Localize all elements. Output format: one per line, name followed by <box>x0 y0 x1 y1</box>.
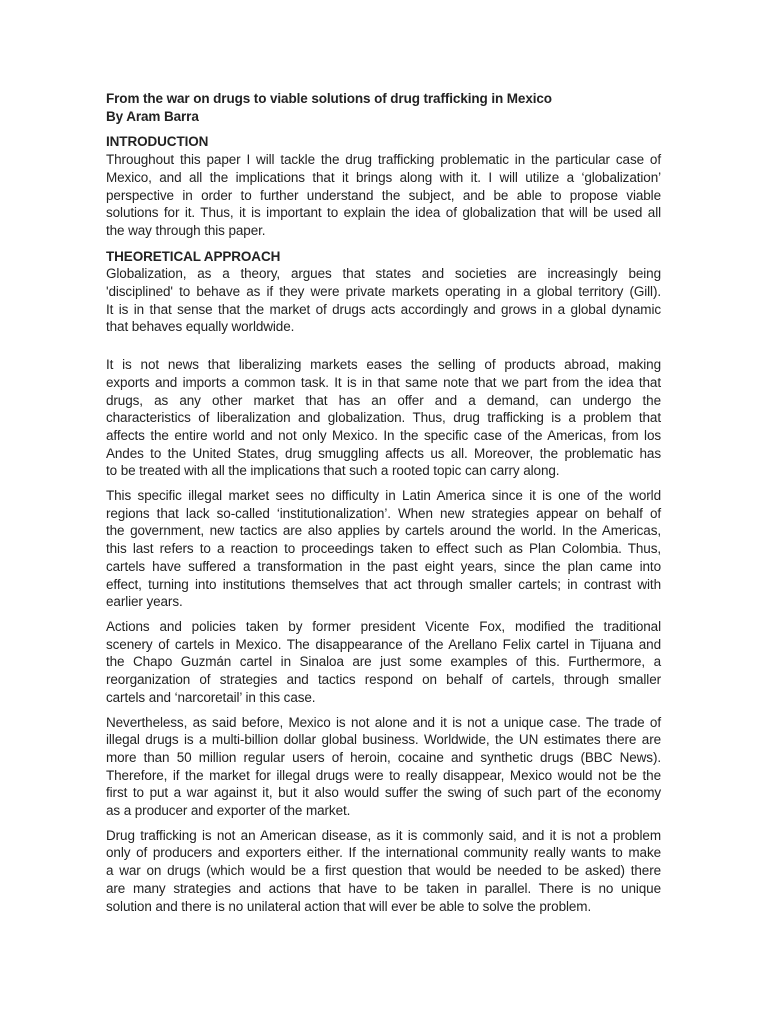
text-line: reorganization of strategies and tactics respond on behalf of cartels, through smaller <box>106 672 661 688</box>
text-line: This specific illegal market sees no difficulty in Latin America since it is one of the world <box>106 488 661 504</box>
text-line: cartels and ‘narcoretail’ in this case. <box>106 689 316 705</box>
text-line: 'disciplined' to behave as if they were private markets operating in a global territory (Gill). <box>106 284 661 300</box>
text-line: exports and imports a common task. It is in that same note that we part from the idea that <box>106 374 661 390</box>
text-line: affects the entire world and not only Mexico. In the specific case of the Americas, from los <box>106 427 661 443</box>
text-line: illegal drugs is a multi-billion dollar global business. Worldwide, the UN estimates there are <box>106 732 661 748</box>
paragraph <box>106 618 661 707</box>
text-line: Drug trafficking is not an American disease, as it is commonly said, and it is not a problem <box>106 827 661 843</box>
section-heading: THEORETICAL APPROACH <box>106 248 281 264</box>
text-line: are many strategies and actions that have to be taken in parallel. There is no unique <box>106 880 661 896</box>
text-line: drugs, as any other market that has an offer and a demand, can undergo the <box>106 392 661 408</box>
text-line: Actions and policies taken by former president Vicente Fox, modified the traditional <box>106 618 661 634</box>
text-line: regions that lack so-called ‘institutionalization’. When new strategies appear on behalf of <box>106 505 661 521</box>
text-line: Mexico, and all the implications that it brings along with it. I will utilize a ‘globalization’ <box>106 169 661 185</box>
document-title <box>106 90 661 125</box>
paragraph <box>106 487 661 611</box>
text-line: this last refers to a reaction to proceedings taken to effect such as Plan Colombia. Thus, <box>106 541 661 557</box>
document-content <box>106 90 661 915</box>
text-line: scenery of cartels in Mexico. The disappearance of the Arellano Felix cartel in Tijuana and <box>106 636 661 652</box>
paragraph <box>106 827 661 916</box>
text-line: Globalization, as a theory, argues that states and societies are increasingly being <box>106 266 661 282</box>
text-line: the government, new tactics are also applies by cartels around the world. In the Americas, <box>106 523 661 539</box>
text-line: It is in that sense that the market of drugs acts accordingly and grows in a global dynamic <box>106 301 661 317</box>
text-line: Nevertheless, as said before, Mexico is not alone and it is not a unique case. The trade of <box>106 714 661 730</box>
paragraph <box>106 265 661 336</box>
text-line: a war on drugs (which would be a first question that would be needed to be asked) there <box>106 863 661 879</box>
text-line: Andes to the United States, drug smuggling affects us all. Moreover, the problematic has <box>106 445 661 461</box>
text-line: perspective in order to further understand the subject, and be able to propose viable <box>106 187 661 203</box>
text-line: solutions for it. Thus, it is important to explain the idea of globalization that will be used all <box>106 205 661 221</box>
text-line: Therefore, if the market for illegal drugs were to really disappear, Mexico would not be the <box>106 767 661 783</box>
byline: By Aram Barra <box>106 108 199 124</box>
text-line: effect, turning into institutions themselves that act through smaller cartels; in contrast with <box>106 576 661 592</box>
text-line: more than 50 million regular users of heroin, cocaine and synthetic drugs (BBC News). <box>106 749 661 765</box>
text-line: It is not news that liberalizing markets eases the selling of products abroad, making <box>106 357 661 373</box>
text-line: the Chapo Guzmán cartel in Sinaloa are just some examples of this. Furthermore, a <box>106 654 661 670</box>
text-line: to be treated with all the implications that such a rooted topic can carry along. <box>106 463 560 479</box>
paragraph <box>106 714 661 820</box>
paragraph <box>106 356 661 480</box>
text-line: that behaves equally worldwide. <box>106 319 295 335</box>
text-line: as a producer and exporter of the market. <box>106 803 351 819</box>
text-line: the way through this paper. <box>106 222 266 238</box>
text-line: solution and there is no unilateral action that will ever be able to solve the problem. <box>106 898 592 914</box>
title-line: From the war on drugs to viable solutions of drug trafficking in Mexico <box>106 91 552 106</box>
paragraph <box>106 151 661 240</box>
section-heading: INTRODUCTION <box>106 134 209 150</box>
text-line: earlier years. <box>106 594 183 610</box>
text-line: Throughout this paper I will tackle the drug trafficking problematic in the particular case of <box>106 152 661 168</box>
text-line: only of producers and exporters either. If the international community really wants to make <box>106 845 661 861</box>
text-line: first to put a war against it, but it also would suffer the swing of such part of the economy <box>106 785 661 801</box>
text-line: characteristics of liberalization and globalization. Thus, drug trafficking is a problem that <box>106 410 661 426</box>
text-line: cartels have suffered a transformation in the past eight years, since the plan came into <box>106 558 661 574</box>
